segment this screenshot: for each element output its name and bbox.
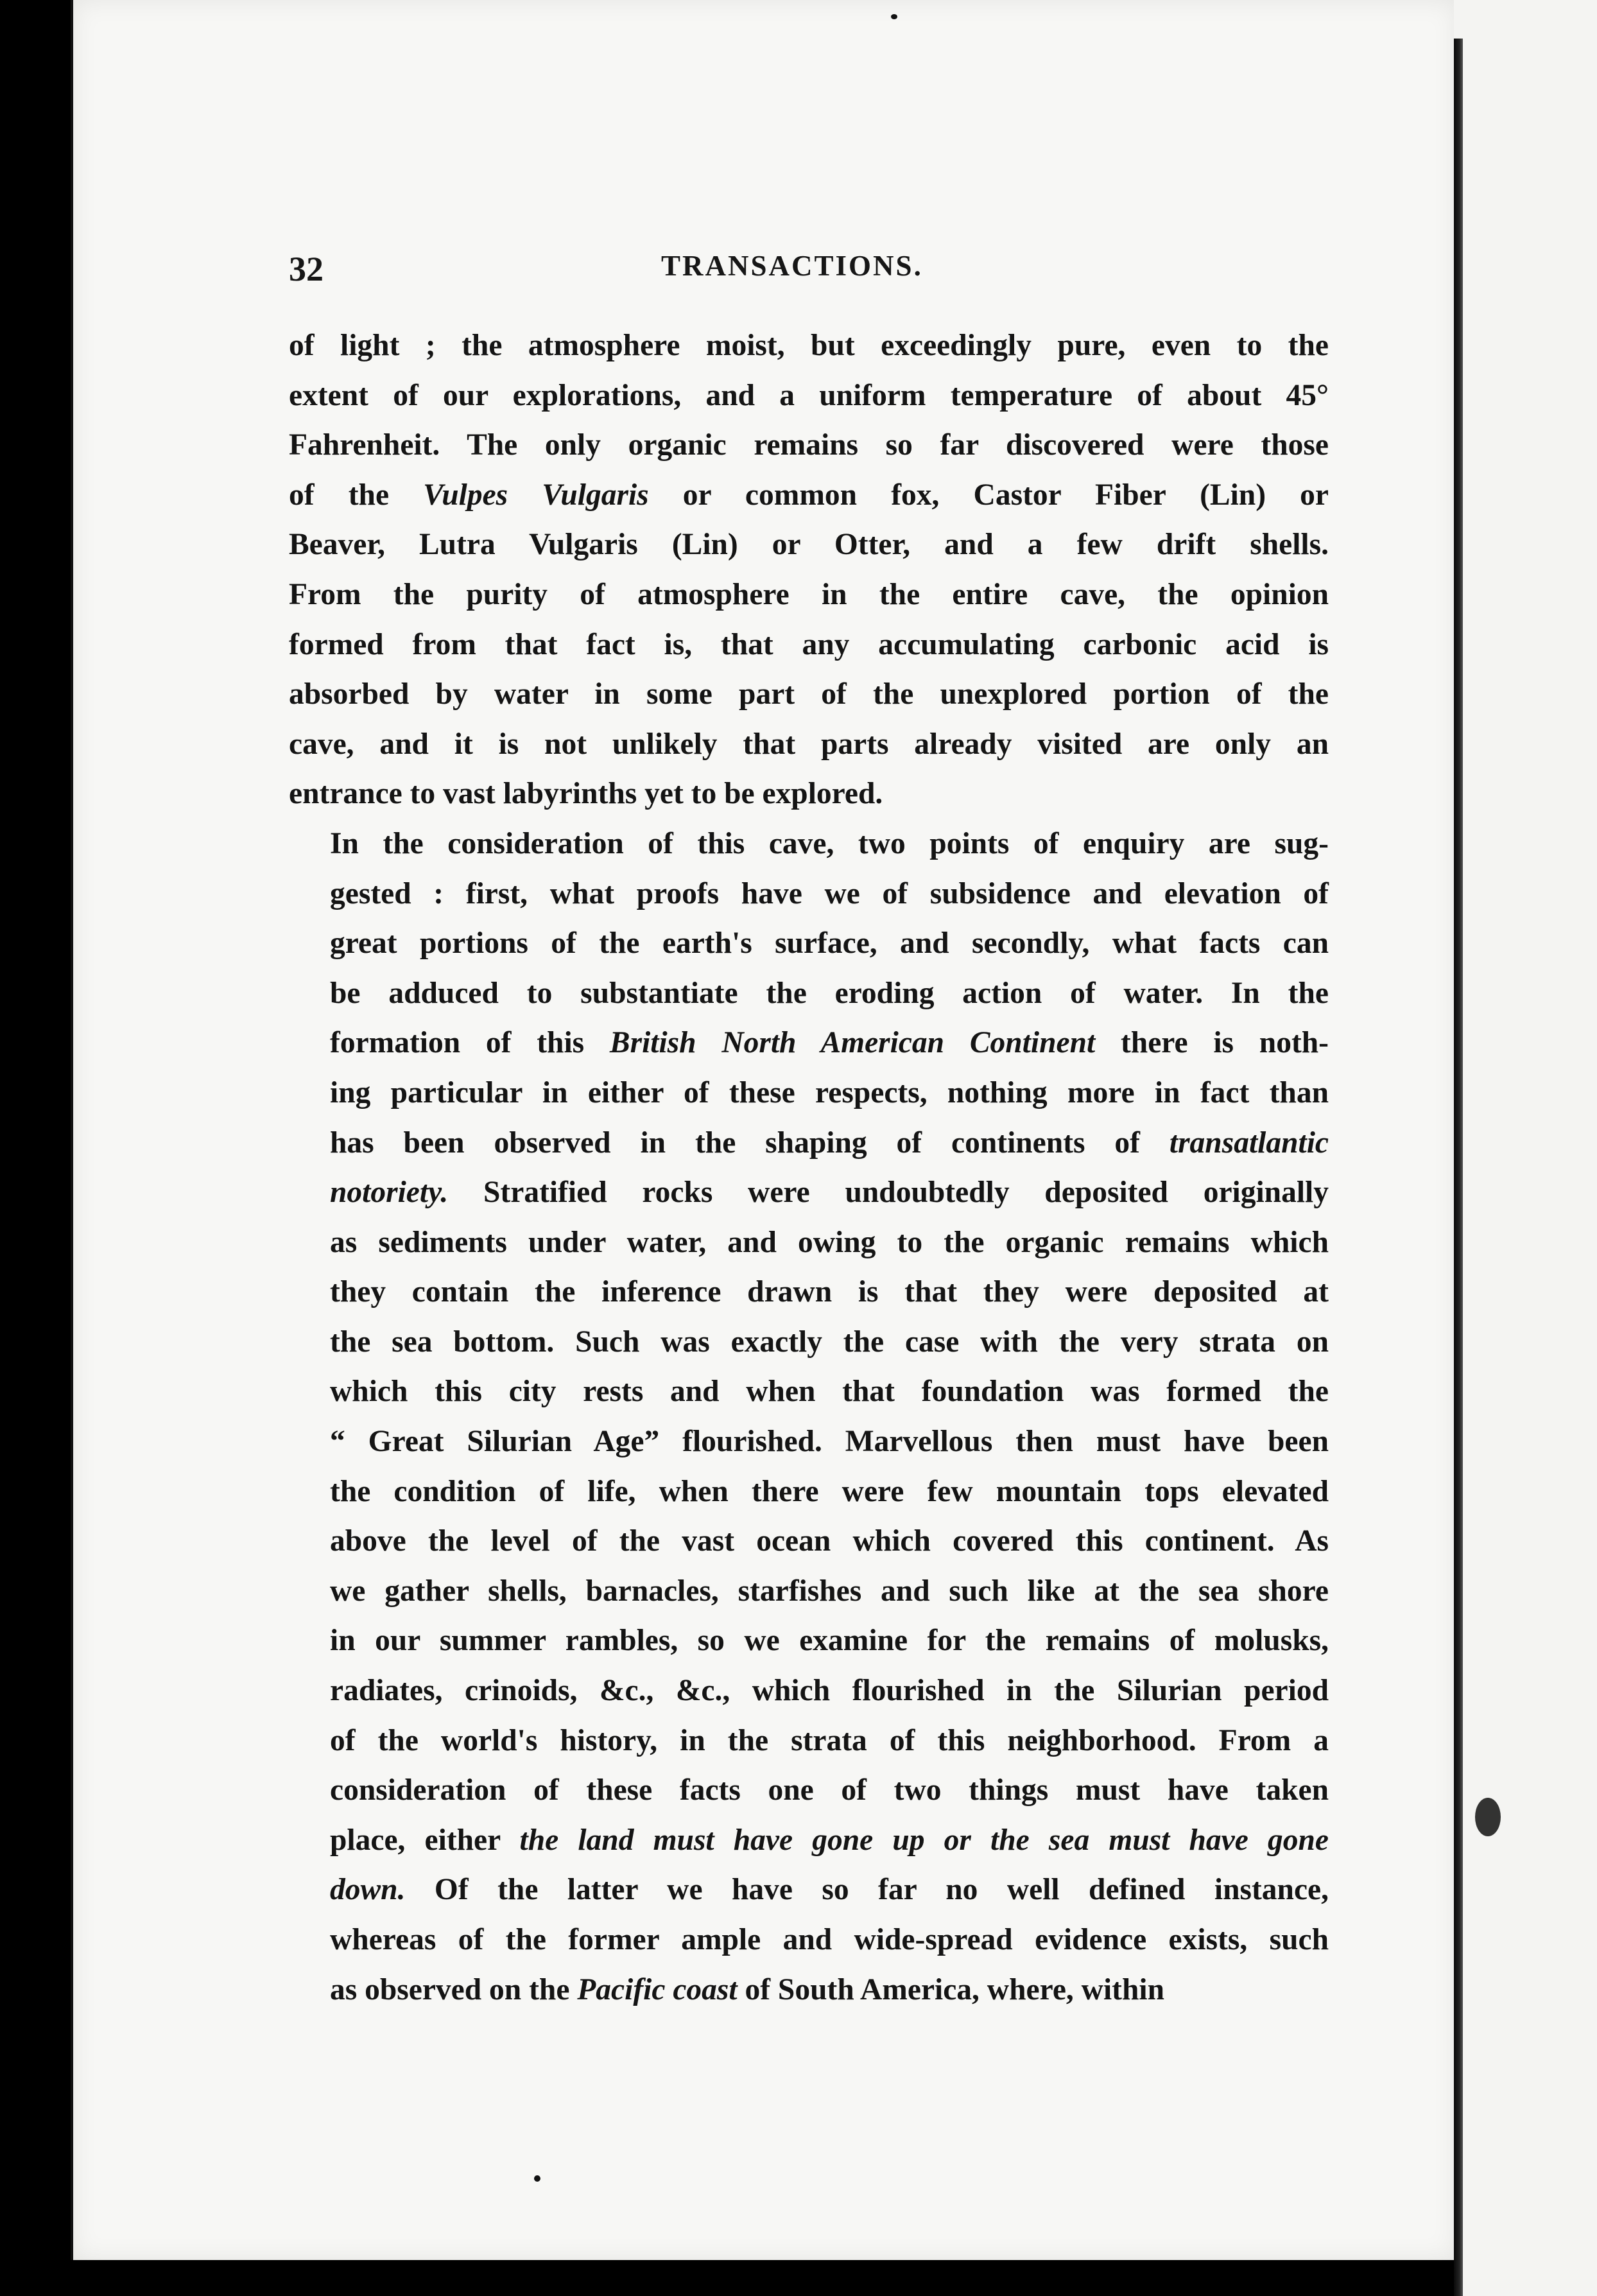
text-line: formation of this British North American Continent there is noth- (330, 1026, 1329, 1060)
text-line: absorbed by water in some part of the unexplored portion of the (289, 677, 1329, 711)
italic-phrase: British North American Continent (609, 1026, 1096, 1060)
text-line: place, either the land must have gone up or the sea must have gone (330, 1823, 1329, 1857)
text-line: radiates, crinoids, &c., &c., which flourished in the Silurian period (330, 1674, 1329, 1708)
italic-phrase: Vulpes Vulgaris (423, 478, 649, 512)
text-line: as observed on the Pacific coast of South America, where, within (330, 1972, 1165, 2006)
scan-blot (1475, 1798, 1501, 1836)
text-line: has been observed in the shaping of continents of transatlantic (330, 1126, 1329, 1160)
text-line: entrance to vast labyrinths yet to be explored. (289, 777, 883, 811)
scan-speck (534, 2175, 540, 2182)
body-text (289, 321, 1329, 2015)
text-line: down. Of the latter we have so far no well defined instance, (330, 1873, 1329, 1907)
text-line: Beaver, Lutra Vulgaris (Lin) or Otter, and a few drift shells. (289, 528, 1329, 562)
italic-phrase: Pacific coast (577, 1972, 738, 2006)
text-line: extent of our explorations, and a uniform temperature of about 45° (289, 378, 1329, 412)
paragraph (289, 321, 1329, 819)
italic-phrase: the land must have gone up or the sea must have gone (519, 1823, 1329, 1857)
text-line: In the consideration of this cave, two points of enquiry are sug- (330, 826, 1329, 860)
page-number: 32 (289, 250, 324, 288)
text-line: of the Vulpes Vulgaris or common fox, Castor Fiber (Lin) or (289, 478, 1329, 512)
text-line: the condition of life, when there were few mountain tops elevated (330, 1474, 1329, 1508)
text-line: we gather shells, barnacles, starfishes and such like at the sea shore (330, 1574, 1329, 1608)
text-line: “ Great Silurian Age” flourished. Marvellous then must have been (330, 1425, 1329, 1459)
page-header (289, 249, 1329, 294)
text-line: notoriety. Stratified rocks were undoubtedly deposited originally (330, 1176, 1329, 1210)
text-line: the sea bottom. Such was exactly the case with the very strata on (330, 1325, 1329, 1359)
text-line: which this city rests and when that foundation was formed the (330, 1375, 1329, 1409)
text-line: be adduced to substantiate the eroding action of water. In the (330, 976, 1329, 1010)
text-line: Fahrenheit. The only organic remains so far discovered were those (289, 428, 1329, 462)
text-line: ing particular in either of these respects, nothing more in fact than (330, 1075, 1329, 1109)
text-line: they contain the inference drawn is that they were deposited at (330, 1275, 1329, 1309)
italic-phrase: notoriety. (330, 1176, 449, 1210)
text-line: in our summer rambles, so we examine for the remains of molusks, (330, 1624, 1329, 1658)
text-line: cave, and it is not unlikely that parts already visited are only an (289, 727, 1329, 761)
text-line: whereas of the former ample and wide-spread evidence exists, such (330, 1923, 1329, 1956)
paragraph (289, 819, 1329, 2015)
italic-phrase: down. (330, 1873, 406, 1907)
text-line: consideration of these facts one of two things must have taken (330, 1773, 1329, 1807)
text-line: above the level of the vast ocean which covered this continent. As (330, 1524, 1329, 1558)
text-line: From the purity of atmosphere in the entire cave, the opinion (289, 577, 1329, 611)
page-gutter (1454, 39, 1463, 2296)
text-line: of the world's history, in the strata of this neighborhood. From a (330, 1723, 1329, 1757)
scan-speck (891, 14, 897, 19)
italic-phrase: transatlantic (1169, 1126, 1329, 1160)
text-line: gested : first, what proofs have we of subsidence and elevation of (330, 876, 1329, 910)
facing-page-edge (1454, 0, 1597, 2296)
running-head: TRANSACTIONS. (661, 250, 923, 282)
text-line: of light ; the atmosphere moist, but exceedingly pure, even to the (289, 329, 1329, 362)
text-line: as sediments under water, and owing to the organic remains which (330, 1225, 1329, 1259)
text-line: great portions of the earth's surface, and secondly, what facts can (330, 926, 1329, 961)
text-line: formed from that fact is, that any accumulating carbonic acid is (289, 627, 1329, 661)
